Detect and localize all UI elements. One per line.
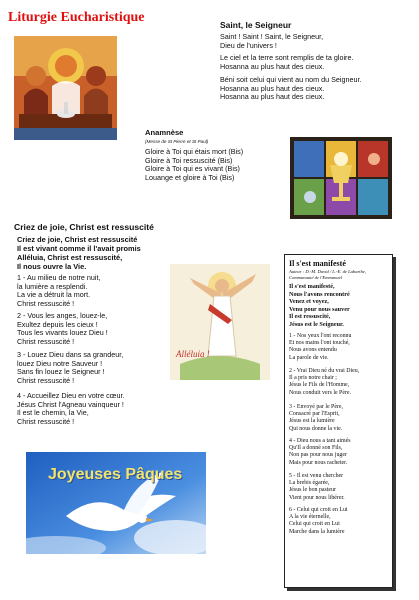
joyeuses-paques-image (26, 452, 206, 554)
criez-refrain: Criez de joie, Christ est ressuscité Il est vivant comme il l'avait promis Alléluia, Christ est ressuscité, Il nous ouvre la Vie. (17, 235, 141, 271)
stained-glass-image (290, 137, 392, 219)
page-title: Liturgie Eucharistique (8, 10, 145, 25)
sanctus-verse-2: Le ciel et la terre sont remplis de ta gloire. Hosanna au plus haut des cieux. (220, 53, 354, 71)
criez-verse-2: 2 - Vous les anges, louez-le, Exultez depuis les cieux ! Tous les vivants louez Dieu ! Christ ressuscité ! (17, 311, 108, 346)
criez-verse-4: 4 - Accueillez Dieu en votre cœur. Jésus Christ l'Agneau vainqueur ! Il est le chemin, la Vie, Christ ressuscité ! (17, 391, 125, 426)
manifeste-credit: Auteur : D.-M. David / L.-E. de Labarthe, Communauté de l'Emmanuel (289, 269, 367, 280)
sanctus-verse-3: Béni soit celui qui vient au nom du Seigneur. Hosanna au plus haut des cieux. Hosanna au plus haut des cieux. (220, 75, 362, 102)
manifeste-verse-5: 5 - Il est venu chercher La brebis égarée, Jésus le bon pasteur Vient pour nous libérer. (289, 473, 345, 501)
manifeste-refrain: Il s'est manifesté, Nous l'avons rencontré Venez et voyez, Venu pour nous sauver Il est ressuscité, Jésus est le Seigneur. (289, 283, 350, 328)
alleluia-caption: Alléluia ! (176, 349, 210, 359)
joyeuses-paques-caption: Joyeuses Pâques (48, 466, 183, 483)
manifeste-verse-3: 3 - Envoyé par le Père, Consacré par l'Esprit, Jésus est la lumière Qui nous donne la vie. (289, 404, 343, 432)
criez-verse-3: 3 - Louez Dieu dans sa grandeur, louez Dieu notre Sauveur ! Sans fin louez le Seigneur ! Christ ressuscité ! (17, 350, 124, 385)
manifeste-verse-4: 4 - Dieu nous a tant aimés Qu'Il a donné son Fils, Non pas pour nous juger Mais pour nous racheter. (289, 438, 351, 466)
anamnese-lines: Gloire à Toi qui étais mort (Bis) Gloire à Toi ressuscité (Bis) Gloire à Toi qui es vivant (Bis) Louange et gloire à Toi (Bis) (145, 147, 244, 182)
criez-heading: Criez de joie, Christ est ressuscité (14, 222, 154, 232)
sanctus-heading: Saint, le Seigneur (220, 20, 292, 30)
anamnese-heading: Anamnèse (145, 128, 184, 137)
risen-christ-image (170, 264, 270, 380)
sanctus-verse-1: Saint ! Saint ! Saint, le Seigneur, Dieu de l'univers ! (220, 32, 324, 50)
last-supper-painting (14, 36, 117, 140)
manifeste-verse-6: 6 - Celui qui croit en Lui A la vie éternelle, Celui qui croit en Lui Marche dans la lumière (289, 507, 348, 535)
criez-verse-1: 1 - Au milieu de notre nuit, la lumière a resplendi. La vie a détruit la mort. Christ ressuscité ! (17, 273, 101, 308)
manifeste-verse-1: 1 - Nos yeux l'ont reconnu Et nos mains l'ont touché, Nous avons entendu La parole de vie. (289, 333, 352, 361)
manifeste-heading: Il s'est manifesté (289, 259, 346, 268)
anamnese-credit: (Messe de St Pierre et St Paul) (145, 139, 209, 144)
manifeste-box (284, 254, 393, 588)
manifeste-verse-2: 2 - Vrai Dieu né du vrai Dieu, Il a pris notre chair ; Jésus le Fils de l'Homme, Nous conduit vers le Père. (289, 368, 360, 396)
